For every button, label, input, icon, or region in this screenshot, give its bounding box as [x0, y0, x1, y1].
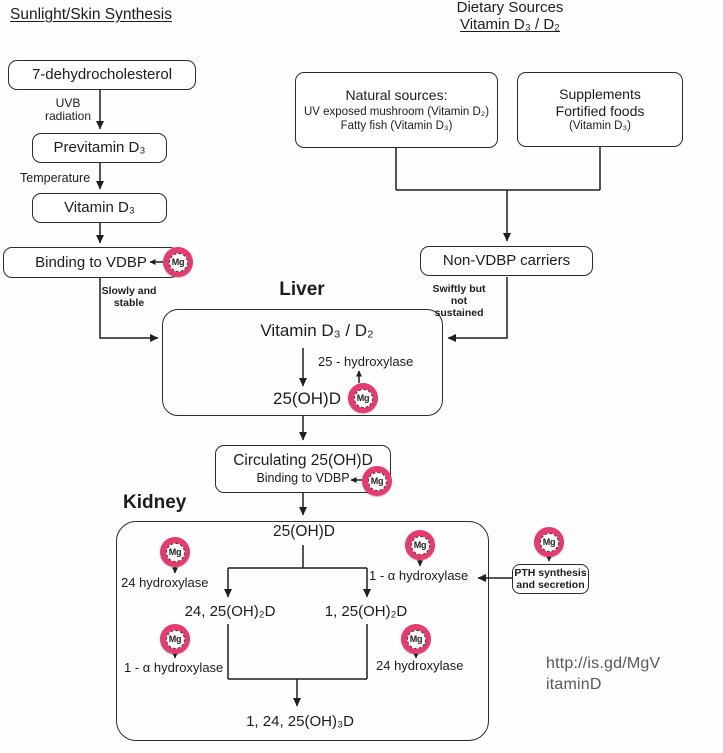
mg-icon — [160, 624, 190, 654]
heading-sunlight-skin-synthesis: Sunlight/Skin Synthesis — [10, 6, 172, 23]
mg-icon-label: Mg — [169, 253, 188, 272]
heading-dietary-line1: Dietary Sources — [456, 0, 564, 16]
circulating-subtitle: Binding to VDBP — [256, 471, 350, 486]
pth-line1: PTH synthesis — [514, 566, 587, 579]
kidney-enzyme-24-bottom: 24 hydroxylase — [376, 658, 464, 673]
label-slowly-stable — [98, 286, 160, 310]
kidney-enzyme-1a-right: 1 - α hydroxylase — [369, 568, 469, 583]
supplements-line1: Supplements — [559, 85, 641, 102]
label-swiftly-line2: sustained — [434, 306, 484, 319]
kidney-final-product: 1, 24, 25(OH)₃D — [246, 713, 354, 730]
label-slowly-line1: Slowly and — [101, 285, 157, 297]
mg-icon-label: Mg — [540, 533, 559, 552]
natural-sources-line1: UV exposed mushroom (Vitamin D₂) — [303, 106, 490, 119]
label-uvb-line2: radiation — [44, 109, 92, 124]
mg-icon — [405, 530, 435, 560]
box-7-dehydrocholesterol-label: 7-dehydrocholesterol — [31, 66, 173, 84]
mg-icon-label: Mg — [407, 630, 426, 649]
box-non-vdbp-carriers-label: Non-VDBP carriers — [442, 252, 571, 270]
liver-enzyme: 25 - hydroxylase — [318, 354, 414, 369]
mg-icon — [362, 466, 392, 496]
label-swiftly-not-sustained — [424, 284, 494, 319]
mg-icon-label: Mg — [368, 472, 387, 491]
natural-sources-line2: Fatty fish (Vitamin D₃) — [340, 119, 453, 132]
heading-kidney: Kidney — [123, 492, 187, 513]
circulating-title: Circulating 25(OH)D — [233, 452, 373, 470]
box-vitamin-d3-label: Vitamin D₃ — [64, 199, 135, 217]
kidney-product-24-25: 24, 25(OH)₂D — [184, 603, 276, 620]
kidney-enzyme-24-top: 24 hydroxylase — [121, 575, 209, 590]
mg-icon-label: Mg — [166, 630, 185, 649]
watermark-line2: itaminD — [546, 676, 602, 693]
liver-product: 25(OH)D — [272, 389, 341, 408]
mg-icon — [534, 527, 564, 557]
label-uvb-radiation — [40, 97, 96, 124]
heading-dietary-sources — [430, 0, 590, 34]
natural-sources-title: Natural sources: — [345, 87, 448, 104]
supplements-line2: Fortified foods — [555, 102, 645, 119]
mg-icon-label: Mg — [354, 389, 373, 408]
box-previtamin-d3-label: Previtamin D₃ — [53, 139, 146, 157]
supplements-line3: (Vitamin D₃) — [569, 119, 631, 132]
box-binding-to-vdbp-label: Binding to VDBP — [35, 253, 147, 271]
mg-icon — [160, 537, 190, 567]
kidney-enzyme-1a-bottom: 1 - α hydroxylase — [124, 660, 224, 675]
label-swiftly-line1: Swiftly but not — [432, 283, 486, 307]
label-slowly-line2: stable — [113, 296, 145, 309]
watermark-line1: http://is.gd/MgV — [546, 655, 661, 672]
kidney-substrate: 25(OH)D — [272, 523, 335, 540]
watermark-url — [546, 653, 660, 695]
mg-icon-label: Mg — [411, 536, 430, 555]
mg-icon — [401, 624, 431, 654]
label-temperature: Temperature — [20, 171, 91, 185]
heading-liver: Liver — [279, 279, 325, 300]
liver-substrate: Vitamin D₃ / D₂ — [260, 321, 374, 340]
mg-icon-label: Mg — [166, 543, 185, 562]
heading-dietary-line2: Vitamin D₃ / D₂ — [459, 15, 560, 33]
label-uvb-line1: UVB — [55, 96, 81, 110]
kidney-product-1-25: 1, 25(OH)₂D — [324, 603, 408, 620]
mg-icon — [348, 383, 378, 413]
mg-icon — [163, 247, 193, 277]
pth-line2: and secretion — [516, 579, 585, 591]
